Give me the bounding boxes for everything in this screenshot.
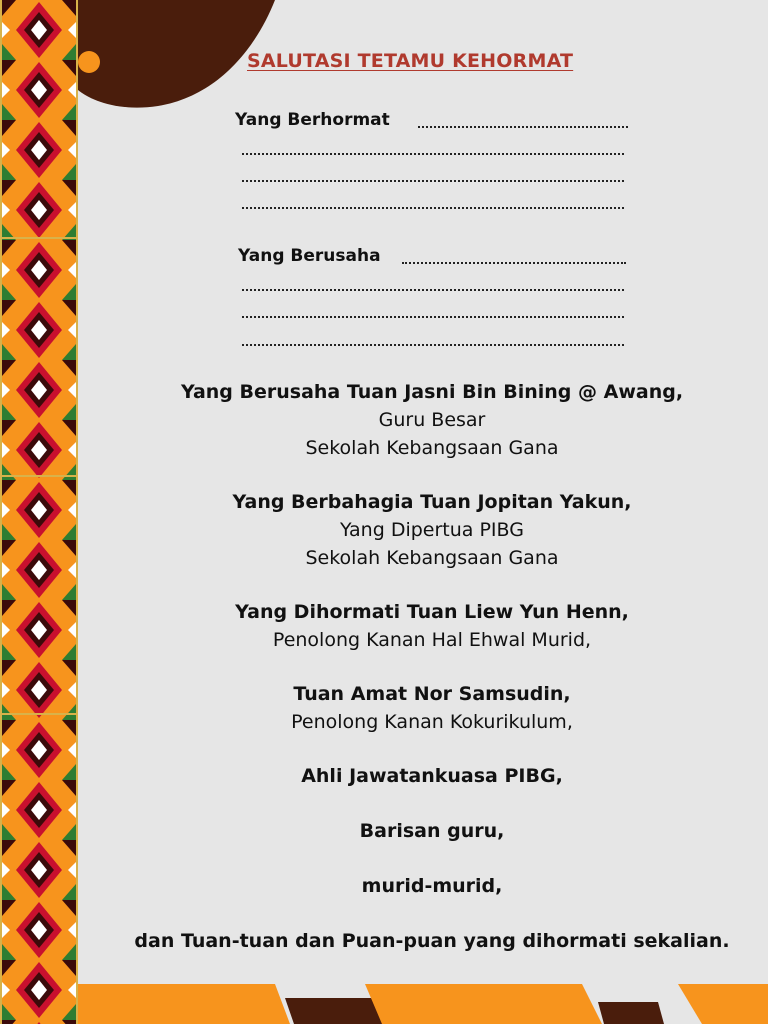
berusaha-blank-line	[242, 316, 624, 318]
page-title: SALUTASI TETAMU KEHORMAT	[247, 50, 574, 72]
guest-position: Yang Dipertua PIBG	[340, 519, 524, 541]
berhormat-blank-line	[242, 207, 624, 209]
berusaha-blank-line	[242, 289, 624, 291]
berusaha-blank-line	[242, 344, 624, 346]
closing-salutation: dan Tuan-tuan dan Puan-puan yang dihormati sekalian.	[134, 930, 730, 952]
berusaha-blank-line	[402, 262, 626, 264]
guest-name: Tuan Amat Nor Samsudin,	[293, 683, 571, 705]
berhormat-label: Yang Berhormat	[235, 110, 390, 130]
guest-name: Yang Berusaha Tuan Jasni Bin Bining @ Awang,	[180, 381, 684, 403]
orange-dot-decoration	[78, 51, 100, 73]
guest-organization: Sekolah Kebangsaan Gana	[305, 437, 559, 459]
guest-name: Yang Berbahagia Tuan Jopitan Yakun,	[232, 491, 632, 513]
guest-group: Barisan guru,	[359, 820, 505, 842]
berhormat-blank-line	[418, 126, 628, 128]
guest-position: Penolong Kanan Hal Ehwal Murid,	[272, 629, 592, 651]
guest-name: Yang Dihormati Tuan Liew Yun Henn,	[235, 601, 629, 623]
guest-group: murid-murid,	[361, 875, 503, 897]
berhormat-blank-line	[242, 153, 624, 155]
bottom-stripe-decoration	[0, 984, 768, 1024]
guest-position: Guru Besar	[378, 409, 486, 431]
berhormat-blank-line	[242, 180, 624, 182]
guest-position: Penolong Kanan Kokurikulum,	[291, 711, 573, 733]
guest-group: Ahli Jawatankuasa PIBG,	[301, 765, 563, 787]
berusaha-label: Yang Berusaha	[238, 246, 381, 266]
guest-organization: Sekolah Kebangsaan Gana	[305, 547, 559, 569]
